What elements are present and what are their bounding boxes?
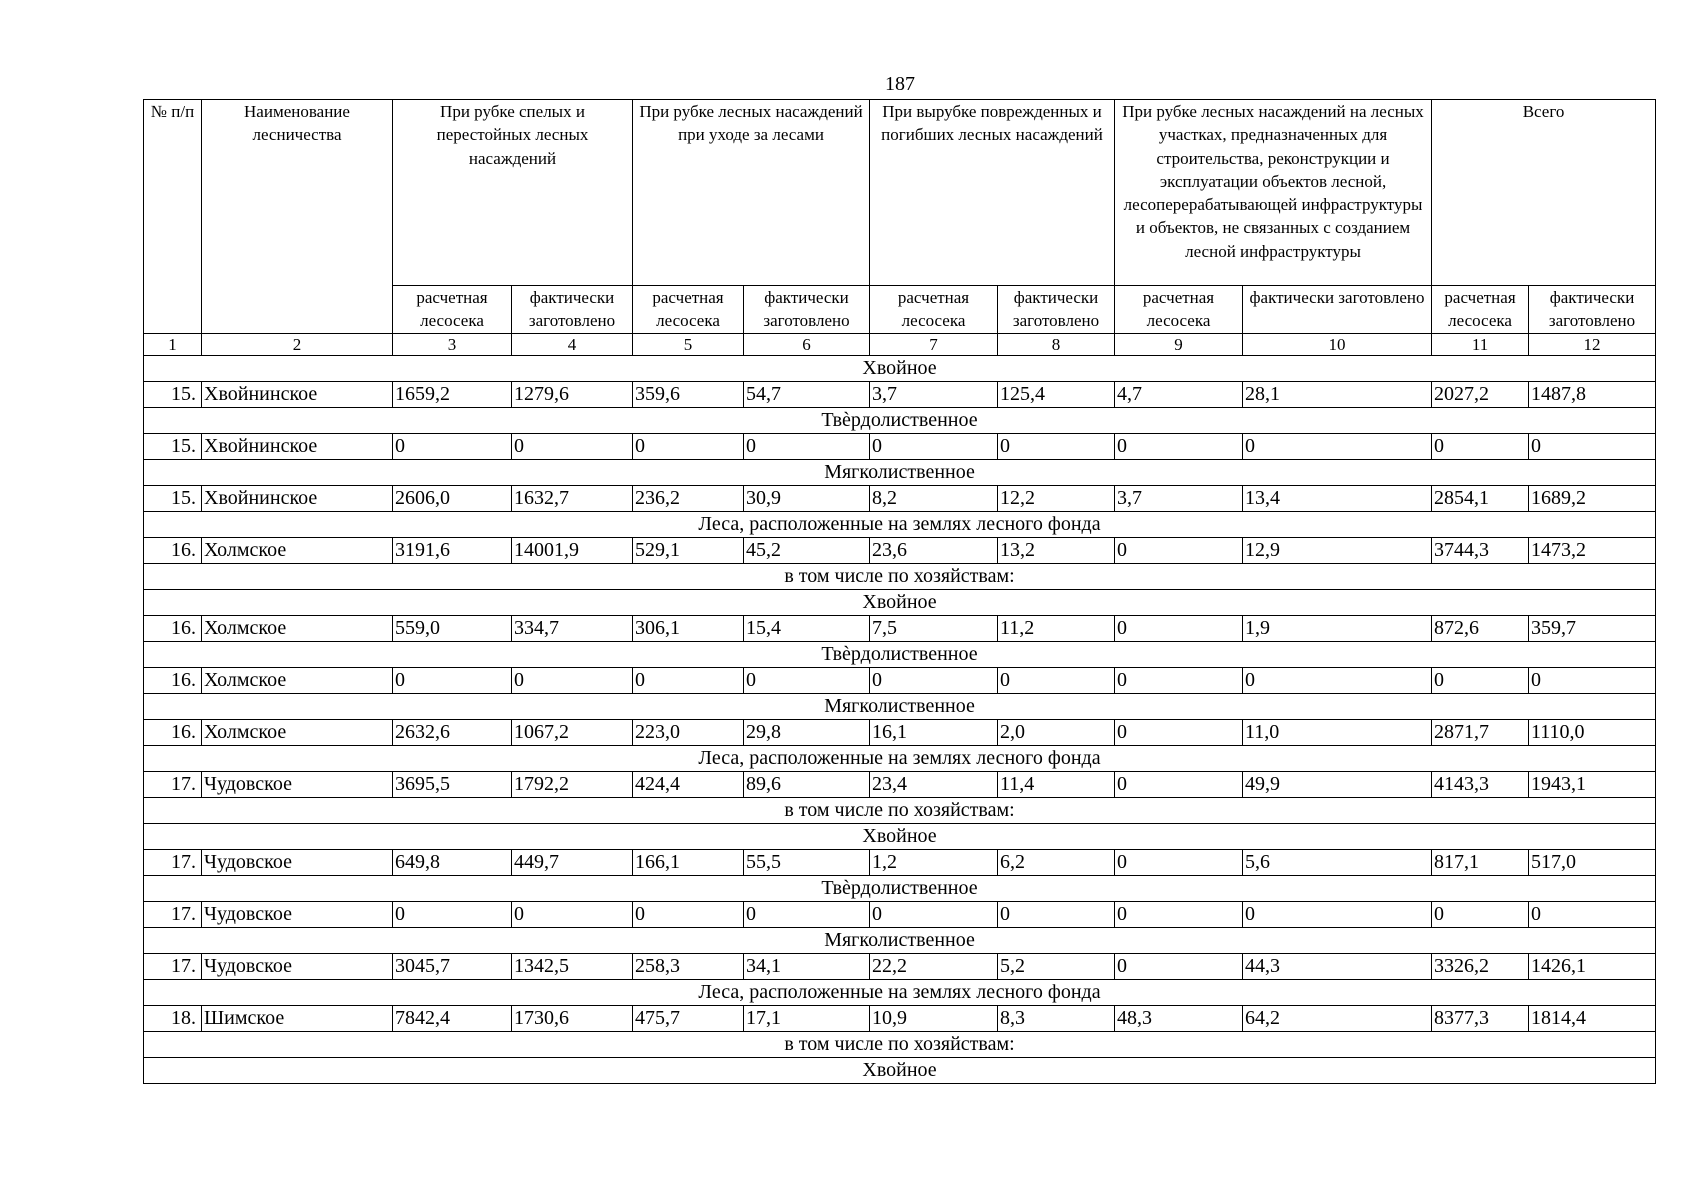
- header-damaged-felling: При вырубке поврежденных и погибших лесных насаждений: [870, 100, 1115, 286]
- column-number: 10: [1243, 333, 1432, 355]
- table-cell: 1689,2: [1529, 485, 1656, 511]
- subheader-fact: фактически заготовлено: [1529, 286, 1656, 334]
- table-cell: 23,6: [870, 537, 998, 563]
- table-cell: 0: [1115, 771, 1243, 797]
- table-cell: 0: [512, 901, 633, 927]
- table-cell: 2854,1: [1432, 485, 1529, 511]
- table-cell: 17,1: [744, 1005, 870, 1031]
- table-cell: 2632,6: [393, 719, 512, 745]
- table-cell: 48,3: [1115, 1005, 1243, 1031]
- table-cell: 15,4: [744, 615, 870, 641]
- table-cell: 1659,2: [393, 381, 512, 407]
- forestry-name: Чудовское: [202, 771, 393, 797]
- table-cell: 30,9: [744, 485, 870, 511]
- row-number: 16.: [144, 719, 202, 745]
- table-cell: 2871,7: [1432, 719, 1529, 745]
- table-cell: 649,8: [393, 849, 512, 875]
- forestry-name: Хвойнинское: [202, 485, 393, 511]
- section-title: Леса, расположенные на землях лесного фонда: [144, 511, 1656, 537]
- section-row: [144, 745, 1656, 771]
- table-cell: 5,2: [998, 953, 1115, 979]
- subheader-fact: фактически заготовлено: [512, 286, 633, 334]
- table-cell: 359,6: [633, 381, 744, 407]
- table-body: [144, 355, 1656, 1083]
- column-number: 9: [1115, 333, 1243, 355]
- table-cell: 13,2: [998, 537, 1115, 563]
- header-total: Всего: [1432, 100, 1656, 286]
- section-title: Твѐрдолиственное: [144, 875, 1656, 901]
- section-title: Леса, расположенные на землях лесного фонда: [144, 745, 1656, 771]
- table-cell: 1426,1: [1529, 953, 1656, 979]
- header-care-felling: При рубке лесных насаждений при уходе за лесами: [633, 100, 870, 286]
- section-row: [144, 641, 1656, 667]
- row-number: 16.: [144, 667, 202, 693]
- table-cell: 0: [633, 433, 744, 459]
- section-title: Твѐрдолиственное: [144, 641, 1656, 667]
- table-cell: 13,4: [1243, 485, 1432, 511]
- table-row: [144, 849, 1656, 875]
- forestry-name: Холмское: [202, 667, 393, 693]
- section-row: [144, 927, 1656, 953]
- table-row: [144, 485, 1656, 511]
- table-cell: 559,0: [393, 615, 512, 641]
- table-cell: 5,6: [1243, 849, 1432, 875]
- table-cell: 0: [1529, 433, 1656, 459]
- table-cell: 1632,7: [512, 485, 633, 511]
- section-row: [144, 459, 1656, 485]
- table-cell: 11,2: [998, 615, 1115, 641]
- table-row: [144, 537, 1656, 563]
- table-cell: 8,2: [870, 485, 998, 511]
- table-cell: 0: [633, 901, 744, 927]
- forestry-name: Хвойнинское: [202, 433, 393, 459]
- section-row: [144, 693, 1656, 719]
- column-number: 3: [393, 333, 512, 355]
- row-number: 18.: [144, 1005, 202, 1031]
- table-cell: 3,7: [870, 381, 998, 407]
- table-cell: 28,1: [1243, 381, 1432, 407]
- table-cell: 23,4: [870, 771, 998, 797]
- section-title: Мягколиственное: [144, 459, 1656, 485]
- row-number: 15.: [144, 381, 202, 407]
- table-cell: 1067,2: [512, 719, 633, 745]
- table-cell: 0: [744, 433, 870, 459]
- table-cell: 0: [393, 667, 512, 693]
- table-cell: 0: [744, 901, 870, 927]
- table-cell: 0: [1243, 433, 1432, 459]
- section-title: в том числе по хозяйствам:: [144, 1031, 1656, 1057]
- table-cell: 45,2: [744, 537, 870, 563]
- table-cell: 16,1: [870, 719, 998, 745]
- table-cell: 0: [1529, 901, 1656, 927]
- header-mature-felling: При рубке спелых и перестойных лесных насаждений: [393, 100, 633, 286]
- table-row: [144, 667, 1656, 693]
- table-cell: 12,2: [998, 485, 1115, 511]
- table-row: [144, 953, 1656, 979]
- table-cell: 0: [870, 433, 998, 459]
- table-cell: 44,3: [1243, 953, 1432, 979]
- table-row: [144, 1005, 1656, 1031]
- section-title: Хвойное: [144, 1057, 1656, 1083]
- table-cell: 12,9: [1243, 537, 1432, 563]
- table-row: [144, 771, 1656, 797]
- header-forestry-name: Наименование лесничества: [202, 100, 393, 334]
- table-cell: 1487,8: [1529, 381, 1656, 407]
- table-cell: 4143,3: [1432, 771, 1529, 797]
- header-number: № п/п: [144, 100, 202, 334]
- table-cell: 1792,2: [512, 771, 633, 797]
- table-row: [144, 381, 1656, 407]
- section-row: [144, 511, 1656, 537]
- table-cell: 0: [1432, 667, 1529, 693]
- column-number: 5: [633, 333, 744, 355]
- section-row: [144, 797, 1656, 823]
- table-cell: 29,8: [744, 719, 870, 745]
- forestry-name: Холмское: [202, 615, 393, 641]
- table-cell: 449,7: [512, 849, 633, 875]
- table-cell: 3744,3: [1432, 537, 1529, 563]
- column-number: 6: [744, 333, 870, 355]
- column-number: 2: [202, 333, 393, 355]
- table-cell: 529,1: [633, 537, 744, 563]
- table-cell: 306,1: [633, 615, 744, 641]
- subheader-fact: фактически заготовлено: [998, 286, 1115, 334]
- table-cell: 1943,1: [1529, 771, 1656, 797]
- table-cell: 334,7: [512, 615, 633, 641]
- table-cell: 359,7: [1529, 615, 1656, 641]
- table-cell: 6,2: [998, 849, 1115, 875]
- table-cell: 2027,2: [1432, 381, 1529, 407]
- subheader-fact: фактически заготовлено: [1243, 286, 1432, 334]
- subheader-calc: расчетная лесосека: [393, 286, 512, 334]
- table-cell: 4,7: [1115, 381, 1243, 407]
- section-row: [144, 979, 1656, 1005]
- table-cell: 223,0: [633, 719, 744, 745]
- table-cell: 0: [1115, 433, 1243, 459]
- section-row: [144, 1057, 1656, 1083]
- subheader-calc: расчетная лесосека: [633, 286, 744, 334]
- section-title: Леса, расположенные на землях лесного фонда: [144, 979, 1656, 1005]
- column-number-row: [144, 333, 1656, 355]
- column-number: 1: [144, 333, 202, 355]
- table-cell: 0: [870, 667, 998, 693]
- table-row: [144, 719, 1656, 745]
- section-row: [144, 355, 1656, 381]
- table-cell: 11,0: [1243, 719, 1432, 745]
- table-cell: 125,4: [998, 381, 1115, 407]
- row-number: 17.: [144, 953, 202, 979]
- section-row: [144, 563, 1656, 589]
- column-number: 12: [1529, 333, 1656, 355]
- forestry-name: Шимское: [202, 1005, 393, 1031]
- section-title: Хвойное: [144, 823, 1656, 849]
- section-title: в том числе по хозяйствам:: [144, 797, 1656, 823]
- row-number: 17.: [144, 771, 202, 797]
- header-construction-felling: При рубке лесных насаждений на лесных участках, предназначенных для строительства, реконструкции и эксплуатации объектов лесной, лесоперерабатывающей инфраструктуры и объектов, не связанных с созданием лесной инфраструктуры: [1115, 100, 1432, 286]
- section-title: Мягколиственное: [144, 693, 1656, 719]
- table-cell: 0: [1243, 667, 1432, 693]
- table-cell: 89,6: [744, 771, 870, 797]
- table-cell: 0: [870, 901, 998, 927]
- table-row: [144, 615, 1656, 641]
- table-cell: 3045,7: [393, 953, 512, 979]
- section-title: Твѐрдолиственное: [144, 407, 1656, 433]
- forestry-name: Чудовское: [202, 849, 393, 875]
- table-cell: 1110,0: [1529, 719, 1656, 745]
- forestry-name: Холмское: [202, 719, 393, 745]
- table-cell: 0: [1115, 901, 1243, 927]
- section-row: [144, 823, 1656, 849]
- section-title: Хвойное: [144, 589, 1656, 615]
- column-number: 7: [870, 333, 998, 355]
- table-cell: 872,6: [1432, 615, 1529, 641]
- table-cell: 517,0: [1529, 849, 1656, 875]
- table-cell: 10,9: [870, 1005, 998, 1031]
- subheader-calc: расчетная лесосека: [1115, 286, 1243, 334]
- table-cell: 1342,5: [512, 953, 633, 979]
- table-cell: 1,9: [1243, 615, 1432, 641]
- subheader-calc: расчетная лесосека: [1432, 286, 1529, 334]
- section-row: [144, 875, 1656, 901]
- row-number: 16.: [144, 615, 202, 641]
- table-cell: 7,5: [870, 615, 998, 641]
- table-cell: 0: [512, 433, 633, 459]
- section-row: [144, 407, 1656, 433]
- table-row: [144, 901, 1656, 927]
- table-cell: 3191,6: [393, 537, 512, 563]
- table-cell: 54,7: [744, 381, 870, 407]
- forest-harvest-table: [143, 99, 1656, 1084]
- table-cell: 3326,2: [1432, 953, 1529, 979]
- row-number: 15.: [144, 433, 202, 459]
- table-cell: 14001,9: [512, 537, 633, 563]
- table-cell: 817,1: [1432, 849, 1529, 875]
- table-cell: 0: [393, 433, 512, 459]
- table-cell: 0: [1115, 849, 1243, 875]
- forestry-name: Чудовское: [202, 901, 393, 927]
- table-cell: 1730,6: [512, 1005, 633, 1031]
- table-cell: 55,5: [744, 849, 870, 875]
- forestry-name: Хвойнинское: [202, 381, 393, 407]
- table-cell: 0: [1432, 433, 1529, 459]
- column-number: 8: [998, 333, 1115, 355]
- table-cell: 3695,5: [393, 771, 512, 797]
- table-cell: 3,7: [1115, 485, 1243, 511]
- table-cell: 0: [512, 667, 633, 693]
- table-cell: 0: [1115, 537, 1243, 563]
- table-cell: 1814,4: [1529, 1005, 1656, 1031]
- table-cell: 0: [393, 901, 512, 927]
- table-cell: 11,4: [998, 771, 1115, 797]
- column-number: 11: [1432, 333, 1529, 355]
- section-title: Хвойное: [144, 355, 1656, 381]
- table-cell: 475,7: [633, 1005, 744, 1031]
- section-row: [144, 1031, 1656, 1057]
- table-cell: 7842,4: [393, 1005, 512, 1031]
- table-cell: 8377,3: [1432, 1005, 1529, 1031]
- table-cell: 8,3: [998, 1005, 1115, 1031]
- table-cell: 0: [1115, 667, 1243, 693]
- table-cell: 0: [633, 667, 744, 693]
- table-cell: 0: [1243, 901, 1432, 927]
- table-cell: 22,2: [870, 953, 998, 979]
- subheader-fact: фактически заготовлено: [744, 286, 870, 334]
- table-cell: 2,0: [998, 719, 1115, 745]
- table-cell: 49,9: [1243, 771, 1432, 797]
- subheader-calc: расчетная лесосека: [870, 286, 998, 334]
- section-row: [144, 589, 1656, 615]
- table-cell: 0: [1432, 901, 1529, 927]
- table-cell: 0: [1115, 953, 1243, 979]
- table-cell: 258,3: [633, 953, 744, 979]
- row-number: 16.: [144, 537, 202, 563]
- table-cell: 64,2: [1243, 1005, 1432, 1031]
- table-cell: 0: [1115, 719, 1243, 745]
- forestry-name: Чудовское: [202, 953, 393, 979]
- section-title: в том числе по хозяйствам:: [144, 563, 1656, 589]
- row-number: 17.: [144, 901, 202, 927]
- table-cell: 1473,2: [1529, 537, 1656, 563]
- table-cell: 0: [998, 667, 1115, 693]
- table-cell: 1,2: [870, 849, 998, 875]
- table-cell: 0: [998, 901, 1115, 927]
- table-cell: 0: [744, 667, 870, 693]
- table-cell: 236,2: [633, 485, 744, 511]
- forestry-name: Холмское: [202, 537, 393, 563]
- table-cell: 0: [1529, 667, 1656, 693]
- table-row: [144, 433, 1656, 459]
- row-number: 15.: [144, 485, 202, 511]
- table-cell: 1279,6: [512, 381, 633, 407]
- table-cell: 424,4: [633, 771, 744, 797]
- table-cell: 2606,0: [393, 485, 512, 511]
- table-cell: 0: [998, 433, 1115, 459]
- table-cell: 0: [1115, 615, 1243, 641]
- table-cell: 34,1: [744, 953, 870, 979]
- section-title: Мягколиственное: [144, 927, 1656, 953]
- column-number: 4: [512, 333, 633, 355]
- row-number: 17.: [144, 849, 202, 875]
- table-cell: 166,1: [633, 849, 744, 875]
- page-number: 187: [885, 73, 915, 95]
